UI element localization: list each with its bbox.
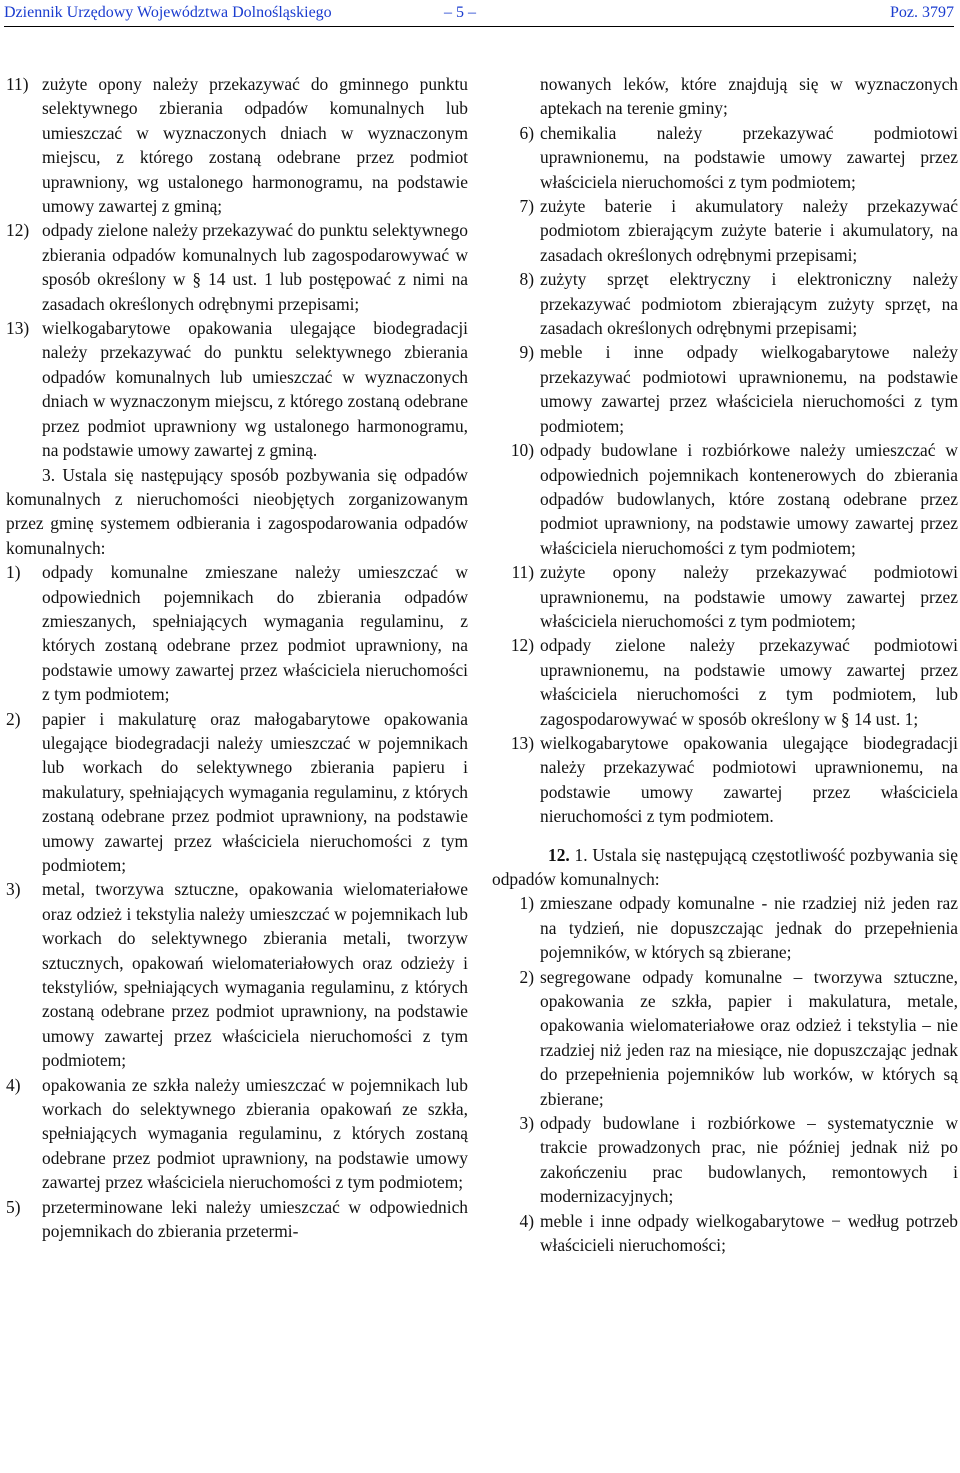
list-item	[6, 72, 468, 218]
page-number: – 5 –	[444, 4, 476, 21]
item-number: 2)	[6, 708, 21, 729]
item-number: 13)	[510, 732, 534, 753]
section-12-intro	[492, 843, 958, 892]
list-item-continuation	[492, 72, 958, 121]
item-text: metal, tworzywa sztuczne, opakowania wielomateriałowe oraz odzież i tekstylia należy umieszczać w pojemnikach lub workach do selektywnego zbierania metali, tworzyw sztucznych, opakowań wielomateriałowych oraz odzieży i tekstyliów, spełniających wymagania regulaminu, z których zostaną odebrane przez podmiot uprawniony, na podstawie umowy zawartej przez właściciela nieruchomości z tym podmiotem;	[42, 879, 468, 1071]
item-number: 8)	[519, 269, 534, 290]
list-item	[6, 707, 468, 878]
item-text: meble i inne odpady wielkogabarytowe − według potrzeb właścicieli nieruchomości;	[540, 1210, 958, 1256]
item-text: odpady budowlane i rozbiórkowe – systematycznie w trakcie prowadzonych prac, nie później jednak niż po zakończeniu prac budowlanych, remontowych i modernizacyjnych;	[540, 1113, 958, 1207]
item-number: 3)	[6, 879, 21, 900]
item-text: odpady zielone należy przekazywać do punktu selektywnego zbierania odpadów komunalnych lub zagospodarowywać w sposób określony w § 14 ust. 1 lub postępować z nimi na zasadach określonych odrębnymi przepisami;	[42, 220, 468, 314]
item-number: 3)	[519, 1113, 534, 1134]
item-text: odpady zielone należy przekazywać podmiotowi uprawnionemu, na podstawie umowy zawartej przez właściciela nieruchomości z tym podmiotem, lub zagospodarowywać w sposób określony w § 14 ust. 1;	[540, 635, 958, 729]
item-number: 12)	[510, 635, 534, 656]
item-text: odpady komunalne zmieszane należy umieszczać w odpowiednich pojemnikach do zbierania odpadów zmieszanych, spełniających wymagania regulaminu, z których zostaną odebrane przez podmiot uprawniony, na podstawie umowy zawartej przez właściciela nieruchomości z tym podmiotem;	[42, 562, 468, 705]
list-item	[6, 218, 468, 316]
list-item	[6, 1195, 468, 1244]
list-item	[492, 438, 958, 560]
list-item	[492, 121, 958, 194]
list-item	[492, 1209, 958, 1258]
list-item	[6, 560, 468, 706]
list-item	[492, 1111, 958, 1209]
item-number: 1)	[6, 562, 21, 583]
item-text: wielkogabarytowe opakowania ulegające biodegradacji należy przekazywać do punktu selektywnego zbierania odpadów komunalnych lub umieszczać w wyznaczonych dniach w wyznaczonym miejscu, z którego zostaną odebrane przez podmiot uprawniony wg ustalonego harmonogramu, na podstawie umowy zawartej z gminą.	[42, 318, 468, 461]
item-text: meble i inne odpady wielkogabarytowe należy przekazywać podmiotowi uprawnionemu, na podstawie umowy zawartej przez właściciela nieruchomości z tym podmiotem;	[540, 342, 958, 436]
item-text: papier i makulaturę oraz małogabarytowe opakowania ulegające biodegradacji należy umieszczać w pojemnikach lub workach do selektywnego zbierania papieru i makulatury, spełniających wymagania regulaminu, z których zostaną odebrane przez podmiot uprawniony, na podstawie umowy zawartej przez właściciela nieruchomości z tym podmiotem;	[42, 708, 468, 875]
item-number: 12)	[6, 220, 30, 241]
right-column	[492, 72, 958, 1258]
item-number: 7)	[519, 196, 534, 217]
item-number: 10)	[510, 440, 534, 461]
position-number: Poz. 3797	[890, 4, 954, 21]
item-number: 4)	[6, 1074, 21, 1095]
list-item	[492, 965, 958, 1111]
list-item	[492, 633, 958, 731]
item-text: zmieszane odpady komunalne - nie rzadziej niż jeden raz na tydzień, nie dopuszczając jednak do przepełnienia pojemników, w których są zbierane;	[540, 893, 958, 963]
section-text: 1. Ustala się następującą częstotliwość pozbywania się odpadów komunalnych:	[492, 844, 958, 889]
item-number: 1)	[519, 893, 534, 914]
item-text: segregowane odpady komunalne – tworzywa sztuczne, opakowania ze szkła, papier i makulatura, metale, opakowania wielomateriałowe oraz odzież i tekstylia – nie rzadziej niż jeden raz na miesiące, nie dopuszczając jednak do przepełnienia pojemników lub worków, w których są zbierane;	[540, 966, 958, 1109]
item-number: 4)	[519, 1210, 534, 1231]
item-text: zużyte opony należy przekazywać do gminnego punktu selektywnego zbierania odpadów komunalnych lub umieszczać w wyznaczonych dniach w wyznaczonym miejscu, z którego zostaną odebrane przez podmiot uprawniony, wg ustalonego harmonogramu, na podstawie umowy zawartej z gminą;	[42, 74, 468, 217]
item-number: 9)	[519, 342, 534, 363]
paragraph-3: 3. Ustala się następujący sposób pozbywania się odpadów komunalnych z nieruchomości nieobjętych zorganizowanym przez gminę systemem odbierania i zagospodarowania odpadów komunalnych:	[6, 464, 468, 558]
list-item	[492, 731, 958, 829]
item-number: 13)	[6, 318, 30, 339]
list-item	[6, 877, 468, 1072]
item-text: odpady budowlane i rozbiórkowe należy umieszczać w odpowiednich pojemnikach kontenerowych do zbierania odpadów budowlanych, które zostaną odebrane przez podmiot uprawniony, na podstawie umowy zawartej przez właściciela nieruchomości z tym podmiotem;	[540, 440, 958, 558]
item-text: nowanych leków, które znajdują się w wyznaczonych aptekach na terenie gminy;	[540, 74, 958, 119]
item-number: 6)	[519, 122, 534, 143]
list-item	[6, 1073, 468, 1195]
list-item	[6, 316, 468, 462]
left-column	[6, 72, 468, 1244]
list-item	[492, 340, 958, 438]
item-text: zużyte baterie i akumulatory należy przekazywać podmiotom zbierającym zużyte baterie i akumulatory, na zasadach określonych odrębnymi przepisami;	[540, 196, 958, 265]
item-text: zużyte opony należy przekazywać podmiotowi uprawnionemu, na podstawie umowy zawartej przez właściciela nieruchomości z tym podmiotem;	[540, 562, 958, 631]
list-item	[492, 194, 958, 267]
item-text: zużyty sprzęt elektryczny i elektroniczny należy przekazywać podmiotom zbierającym zużyty sprzęt, na zasadach określonych odrębnymi przepisami;	[540, 269, 958, 339]
item-text: chemikalia należy przekazywać podmiotowi uprawnionemu, na podstawie umowy zawartej przez właściciela nieruchomości z tym podmiotem;	[540, 122, 958, 192]
item-number: 5)	[6, 1196, 21, 1217]
section-number: 12.	[548, 844, 570, 865]
item-number: 2)	[519, 966, 534, 987]
item-text: przeterminowane leki należy umieszczać w odpowiednich pojemnikach do zbierania przetermi-	[42, 1196, 468, 1242]
list-item	[492, 891, 958, 964]
list-item	[492, 560, 958, 633]
item-text: opakowania ze szkła należy umieszczać w pojemnikach lub workach do selektywnego zbierania opakowań ze szkła, spełniających wymagania regulaminu, z których zostaną odebrane przez podmiot uprawniony, na podstawie umowy zawartej przez właściciela nieruchomości z tym podmiotem;	[42, 1074, 468, 1193]
item-number: 11)	[511, 562, 534, 583]
item-number: 11)	[6, 74, 29, 94]
item-text: wielkogabarytowe opakowania ulegające biodegradacji należy przekazywać podmiotowi uprawnionemu, na podstawie umowy zawartej przez właściciela nieruchomości z tym podmiotem.	[540, 732, 958, 827]
page-header	[4, 0, 954, 27]
journal-title: Dziennik Urzędowy Województwa Dolnośląskiego	[4, 4, 332, 21]
list-item	[492, 267, 958, 340]
